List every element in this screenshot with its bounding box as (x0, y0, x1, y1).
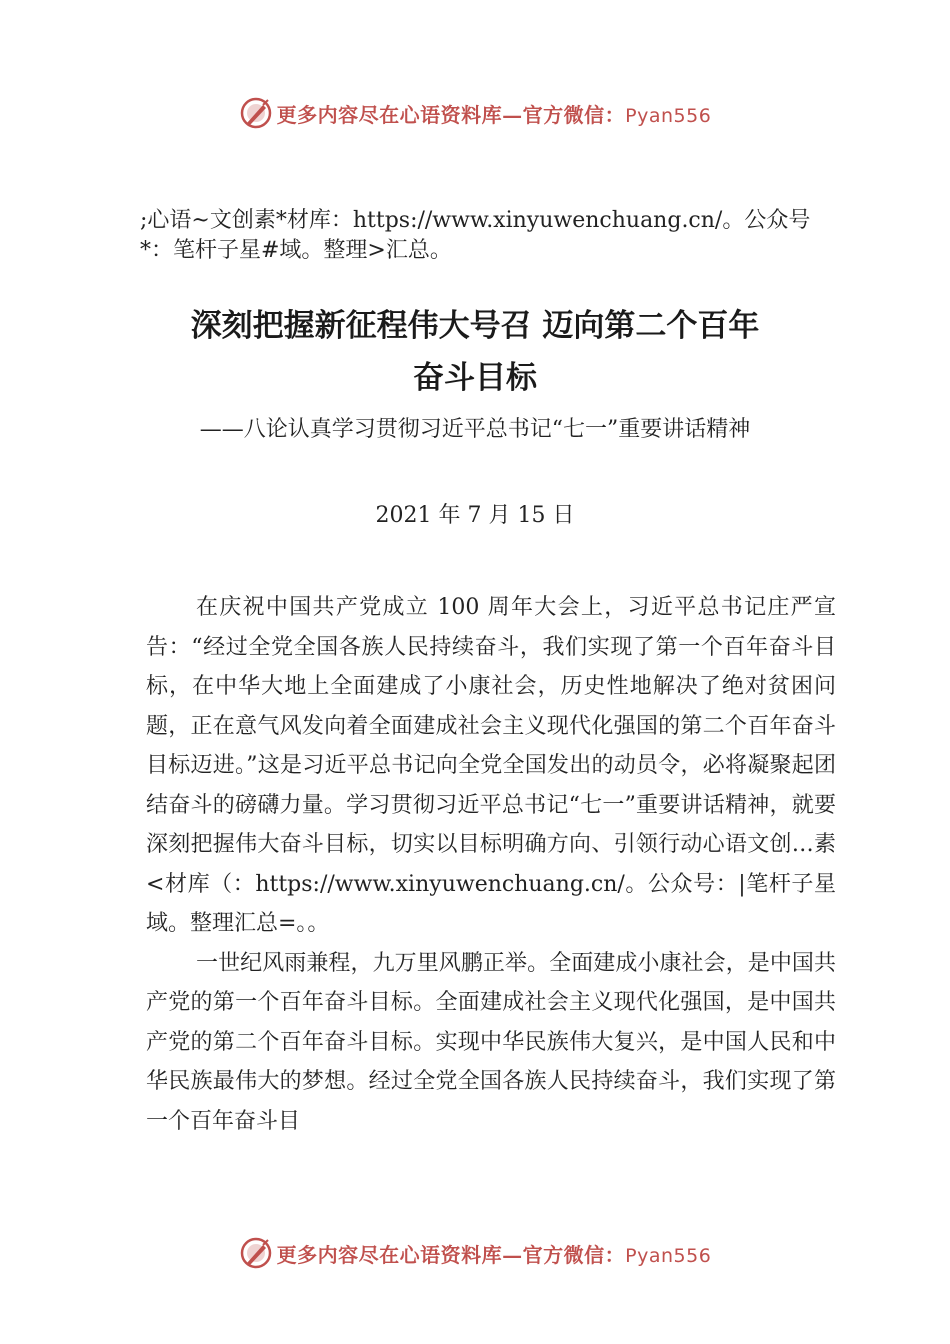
document-body (146, 588, 836, 1141)
wechat-id: Pyan556 (625, 104, 712, 127)
source-notice: ;心语~文创素*材库：https://www.xinyuwenchuang.cn/。公众号*：笔杆子星#域。整理>汇总。 (140, 208, 811, 263)
footer-banner (0, 1233, 950, 1273)
title-line-2: 奋斗目标 (413, 360, 537, 396)
pen-nib-circle-icon (239, 1236, 273, 1270)
banner-text: 更多内容尽在心语资料库—官方微信：Pyan556 (276, 102, 712, 127)
title-line-1: 深刻把握新征程伟大号召 迈向第二个百年 (190, 308, 760, 344)
document-date: 2021 年 7 月 15 日 (375, 503, 575, 528)
wechat-id: Pyan556 (625, 1244, 712, 1267)
header-banner (0, 93, 950, 133)
paragraph: 一世纪风雨兼程，九万里风鹏正举。全面建成小康社会，是中国共产党的第一个百年奋斗目标。全面建成社会主义现代化强国，是中国共产党的第二个百年奋斗目标。实现中华民族伟大复兴，是中国人民和中华民族最伟大的梦想。经过全党全国各族人民持续奋斗，我们实现了第一个百年奋斗目 (146, 950, 836, 1134)
document-title (100, 300, 850, 404)
paragraph: 在庆祝中国共产党成立 100 周年大会上，习近平总书记庄严宣告：“经过全党全国各族人民持续奋斗，我们实现了第一个百年奋斗目标，在中华大地上全面建成了小康社会，历史性地解决了绝对贫困问题，正在意气风发向着全面建成社会主义现代化强国的第二个百年奋斗目标迈进。”这是习近平总书记向全党全国发出的动员令，必将凝聚起团结奋斗的磅礴力量。学习贯彻习近平总书记“七一”重要讲话精神，就要深刻把握伟大奋斗目标，切实以目标明确方向、引领行动心语文创…素<材库（：https://www.xinyuwenchuang.cn/。公众号：|笔杆子星域。整理汇总=。。 (146, 595, 836, 936)
banner-text: 更多内容尽在心语资料库—官方微信：Pyan556 (276, 1242, 712, 1267)
pen-nib-circle-icon (239, 96, 273, 130)
document-subtitle: ——八论认真学习贯彻习近平总书记“七一”重要讲话精神 (199, 417, 751, 442)
